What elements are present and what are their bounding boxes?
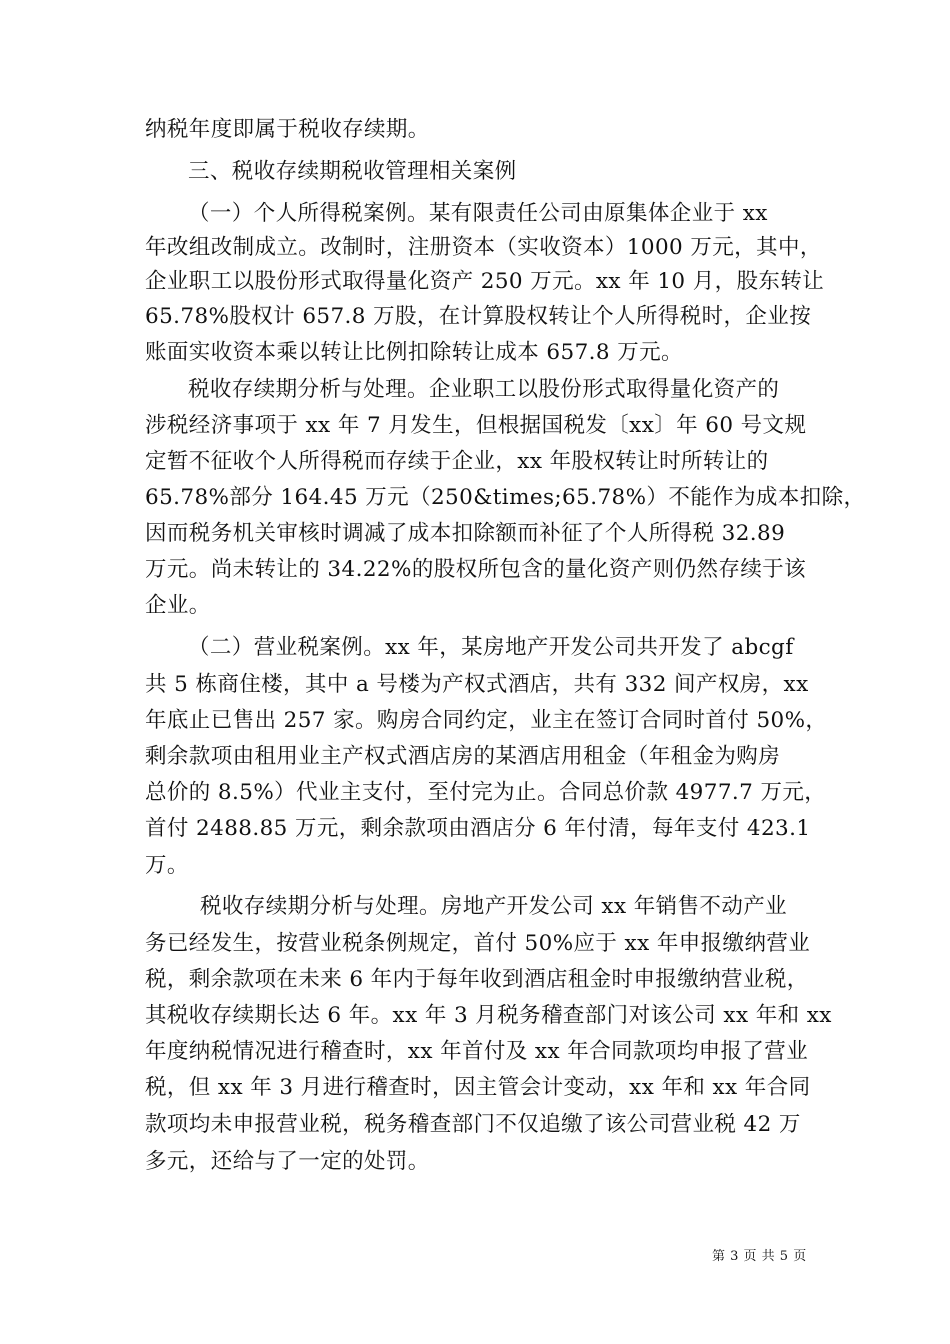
text-line: 年度纳税情况进行稽查时，xx 年首付及 xx 年合同款项均申报了营业 <box>145 1039 809 1064</box>
text-line: 涉税经济事项于 xx 年 7 月发生，但根据国税发〔xx〕年 60 号文规 <box>145 413 807 438</box>
text-line: 万元。尚未转让的 34.22%的股权所包含的量化资产则仍然存续于该 <box>145 557 807 582</box>
text-line: 其税收存续期长达 6 年。xx 年 3 月税务稽查部门对该公司 xx 年和 xx <box>145 1003 832 1028</box>
text-line: 定暂不征收个人所得税而存续于企业，xx 年股权转让时所转让的 <box>145 449 769 474</box>
text-line: 万。 <box>145 853 189 878</box>
text-line: 年底止已售出 257 家。购房合同约定，业主在签订合同时首付 50%， <box>145 708 828 733</box>
text-line: 总价的 8.5%）代业主支付，至付完为止。合同总价款 4977.7 万元， <box>145 780 827 805</box>
text-line: 税，但 xx 年 3 月进行稽查时，因主管会计变动，xx 年和 xx 年合同 <box>145 1075 811 1100</box>
text-line: 共 5 栋商住楼，其中 a 号楼为产权式酒店，共有 332 间产权房，xx <box>145 672 809 697</box>
text-line: 因而税务机关审核时调减了成本扣除额而补征了个人所得税 32.89 <box>145 521 786 546</box>
text-line: 剩余款项由租用业主产权式酒店房的某酒店用租金（年租金为购房 <box>145 744 781 769</box>
text-line: 企业。 <box>145 593 211 618</box>
text-line: 务已经发生，按营业税条例规定，首付 50%应于 xx 年申报缴纳营业 <box>145 931 811 956</box>
text-line: 65.78%股权计 657.8 万股，在计算股权转让个人所得税时，企业按 <box>145 304 812 329</box>
text-line: 纳税年度即属于税收存续期。 <box>145 117 430 142</box>
text-line: 首付 2488.85 万元，剩余款项由酒店分 6 年付清，每年支付 423.1 <box>145 816 811 841</box>
text-line: 年改组改制成立。改制时，注册资本（实收资本）1000 万元，其中， <box>145 235 822 260</box>
text-line: 税，剩余款项在未来 6 年内于每年收到酒店租金时申报缴纳营业税， <box>145 967 809 992</box>
text-line: 65.78%部分 164.45 万元（250&times;65.78%）不能作为成本扣除， <box>145 485 866 510</box>
text-line: 税收存续期分析与处理。企业职工以股份形式取得量化资产的 <box>188 377 780 402</box>
text-line: 账面实收资本乘以转让比例扣除转让成本 657.8 万元。 <box>145 340 683 365</box>
text-line: （一）个人所得税案例。某有限责任公司由原集体企业于 xx <box>188 201 768 226</box>
text-line: 多元，还给与了一定的处罚。 <box>145 1149 430 1174</box>
text-line: 企业职工以股份形式取得量化资产 250 万元。xx 年 10 月，股东转让 <box>145 269 825 294</box>
text-line: （二）营业税案例。xx 年，某房地产开发公司共开发了 abcgf <box>188 635 794 660</box>
page-number: 第 3 页 共 5 页 <box>712 1249 807 1264</box>
text-line: 税收存续期分析与处理。房地产开发公司 xx 年销售不动产业 <box>200 894 788 919</box>
section-heading: 三、税收存续期税收管理相关案例 <box>188 159 517 184</box>
text-line: 款项均未申报营业税，税务稽查部门不仅追缴了该公司营业税 42 万 <box>145 1112 801 1137</box>
